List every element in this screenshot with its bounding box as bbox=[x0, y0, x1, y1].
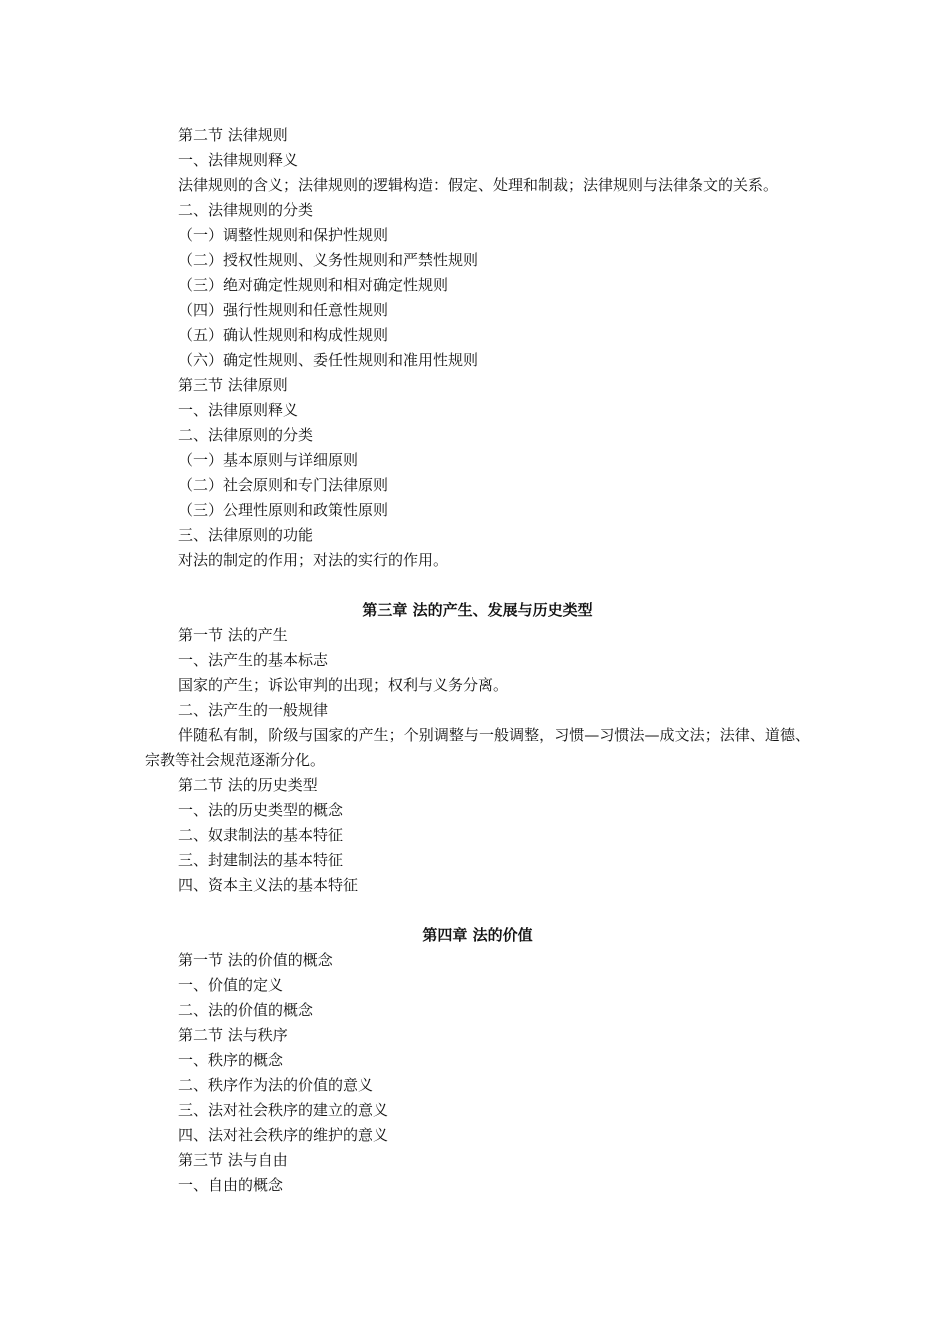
chapter-heading: 第四章 法的价值 bbox=[422, 926, 533, 944]
text-line: （一）基本原则与详细原则 bbox=[178, 451, 359, 469]
text-line: 二、法的价值的概念 bbox=[178, 1001, 314, 1019]
text-line: 二、秩序作为法的价值的意义 bbox=[178, 1076, 374, 1094]
text-line: 第二节 法律规则 bbox=[178, 126, 288, 144]
text-line: 一、秩序的概念 bbox=[178, 1051, 284, 1069]
text-line: 一、法律原则释义 bbox=[178, 401, 299, 419]
text-line: （一）调整性规则和保护性规则 bbox=[178, 226, 389, 244]
text-line: （五）确认性规则和构成性规则 bbox=[178, 326, 389, 344]
text-line: 二、法律原则的分类 bbox=[178, 426, 314, 444]
text-line: 三、封建制法的基本特征 bbox=[178, 851, 344, 869]
text-line: 第二节 法与秩序 bbox=[178, 1026, 288, 1044]
text-line: 二、法律规则的分类 bbox=[178, 201, 314, 219]
document-body bbox=[145, 123, 810, 1198]
text-line: （六）确定性规则、委任性规则和准用性规则 bbox=[178, 351, 479, 369]
text-line: 一、法的历史类型的概念 bbox=[178, 801, 344, 819]
text-line: 第一节 法的价值的概念 bbox=[178, 951, 333, 969]
text-line: （三）公理性原则和政策性原则 bbox=[178, 501, 389, 519]
text-line: 一、价值的定义 bbox=[178, 976, 284, 994]
text-line: （四）强行性规则和任意性规则 bbox=[178, 301, 389, 319]
text-line: （二）授权性规则、义务性规则和严禁性规则 bbox=[178, 251, 479, 269]
text-line: 四、法对社会秩序的维护的意义 bbox=[178, 1126, 389, 1144]
text-line: 二、奴隶制法的基本特征 bbox=[178, 826, 344, 844]
text-line: 一、法产生的基本标志 bbox=[178, 651, 329, 669]
blank-line bbox=[145, 573, 810, 598]
text-line: 一、法律规则释义 bbox=[178, 151, 299, 169]
text-line: 一、自由的概念 bbox=[178, 1176, 284, 1194]
paragraph: 伴随私有制，阶级与国家的产生；个别调整与一般调整，习惯—习惯法—成文法；法律、道德、宗教等社会规范逐渐分化。 bbox=[145, 726, 810, 769]
text-line: 第二节 法的历史类型 bbox=[178, 776, 318, 794]
text-line: （三）绝对确定性规则和相对确定性规则 bbox=[178, 276, 449, 294]
text-line: 四、资本主义法的基本特征 bbox=[178, 876, 359, 894]
text-line: 国家的产生；诉讼审判的出现；权利与义务分离。 bbox=[178, 676, 509, 694]
chapter-heading: 第三章 法的产生、发展与历史类型 bbox=[362, 601, 593, 619]
text-line: 第三节 法与自由 bbox=[178, 1151, 288, 1169]
text-line: 二、法产生的一般规律 bbox=[178, 701, 329, 719]
text-line: 第三节 法律原则 bbox=[178, 376, 288, 394]
text-line: 三、法律原则的功能 bbox=[178, 526, 314, 544]
text-line: 第一节 法的产生 bbox=[178, 626, 288, 644]
blank-line bbox=[145, 898, 810, 923]
paragraph: 法律规则的含义；法律规则的逻辑构造：假定、处理和制裁；法律规则与法律条文的关系。 bbox=[178, 176, 779, 194]
text-line: （二）社会原则和专门法律原则 bbox=[178, 476, 389, 494]
text-line: 三、法对社会秩序的建立的意义 bbox=[178, 1101, 389, 1119]
text-line: 对法的制定的作用；对法的实行的作用。 bbox=[178, 551, 449, 569]
